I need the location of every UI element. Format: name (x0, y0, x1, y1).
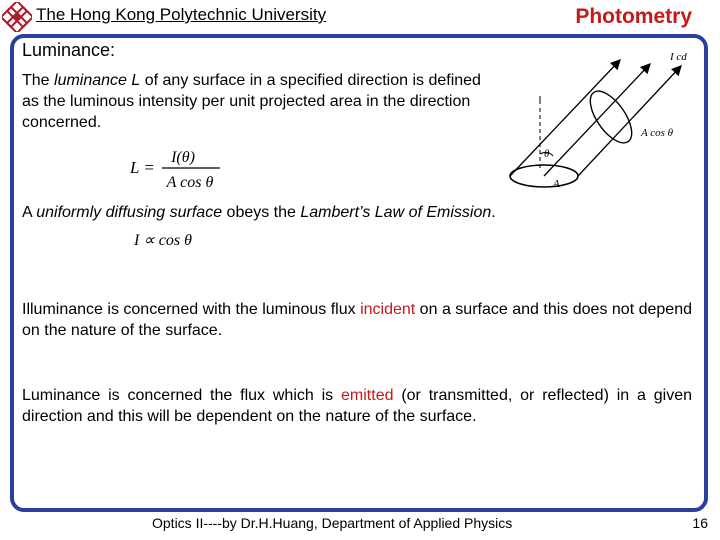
svg-text:I(θ): I(θ) (171, 149, 195, 166)
svg-text:I ∝ cos θ: I ∝ cos θ (134, 232, 192, 249)
university-name: The Hong Kong Polytechnic University (36, 5, 327, 24)
lambert-formula (132, 226, 222, 257)
page-number: 16 (692, 515, 708, 531)
highlight-incident: incident (360, 301, 416, 318)
svg-text:L =: L = (130, 158, 155, 177)
label-angle: θ (544, 148, 550, 160)
luminance-definition: The luminance L of any surface in a specified direction is defined as the luminous intensity per unit projected area in the direction concerned. (22, 72, 481, 131)
illuminance-paragraph: Illuminance is concerned with the luminous flux incident on a surface and this does not depend on the nature of the surface. (22, 301, 692, 339)
highlight-emitted: emitted (341, 387, 394, 404)
footer-credit: Optics II----by Dr.H.Huang, Department of Applied Physics (152, 515, 513, 531)
label-projected-area: A cos θ (641, 127, 674, 139)
term-luminance: luminance L (54, 72, 141, 89)
section-heading: Luminance: (22, 40, 116, 60)
svg-text:A cos θ: A cos θ (166, 174, 214, 191)
luminance-note-paragraph: Luminance is concerned the flux which is emitted (or transmitted, or reflected) in a given direction and this will be dependent on the nature of the surface. (22, 387, 693, 425)
luminance-diagram (498, 44, 698, 196)
slide-topic: Photometry (575, 5, 692, 28)
label-intensity: I cd (670, 51, 687, 63)
label-area: A (553, 178, 560, 190)
lambert-statement: A uniformly diffusing surface obeys the Lambert’s Law of Emission. (22, 204, 496, 221)
university-logo-icon (2, 2, 32, 32)
luminance-formula (128, 142, 238, 199)
